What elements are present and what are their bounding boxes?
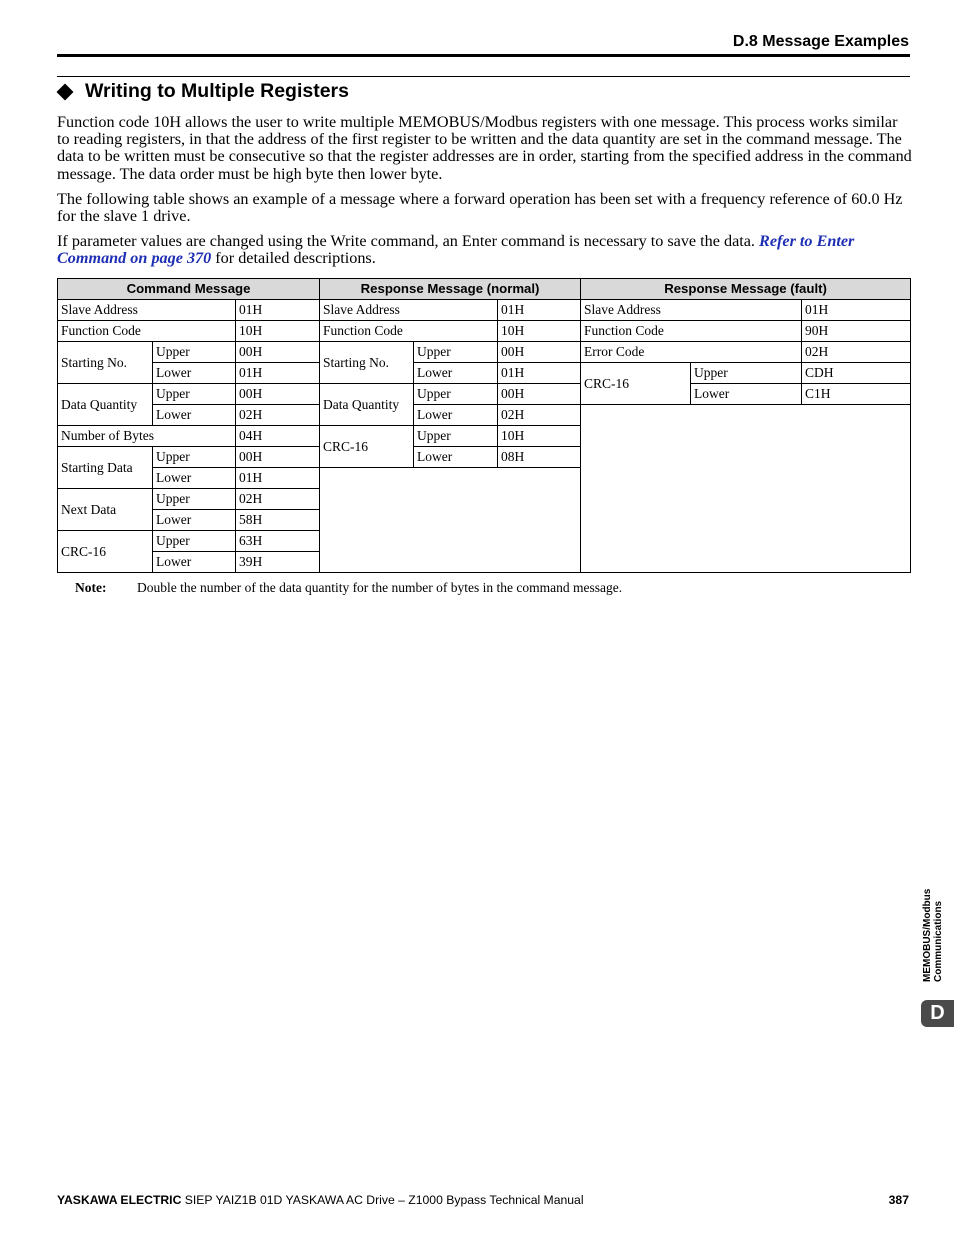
fault-function-code-value: 90H [802, 321, 911, 342]
running-header-title: D.8 Message Examples [732, 33, 909, 50]
cmd-crc16-label: CRC-16 [58, 531, 153, 573]
norm-data-quantity-lower: Lower [414, 405, 498, 426]
footer-manual-title: SIEP YAIZ1B 01D YASKAWA AC Drive – Z1000 Bypass Technical Manual [181, 1193, 584, 1207]
note-label: Note: [75, 580, 107, 595]
paragraph-1: Function code 10H allows the user to write multiple MEMOBUS/Modbus registers with one message. This process works similar to reading registers, in that the address of the first register to be written and the data quantity are set in the command message. The data to be written must be consecutive so that the register addresses are in order, starting from the specified address in the command message. The data order must be high byte then lower byte. [57, 113, 912, 183]
header-command-message: Command Message [58, 279, 320, 300]
cmd-starting-no-label: Starting No. [58, 342, 153, 384]
diamond-bullet-icon [57, 83, 74, 100]
cmd-crc16-upper-value: 63H [236, 531, 320, 552]
fault-crc16-lower-value: C1H [802, 384, 911, 405]
header-rule-thin [57, 76, 910, 77]
norm-crc16-upper: Upper [414, 426, 498, 447]
cmd-slave-address-value: 01H [236, 300, 320, 321]
norm-data-quantity-upper-value: 00H [498, 384, 581, 405]
body-text [57, 114, 913, 276]
cmd-data-quantity-upper: Upper [153, 384, 236, 405]
norm-data-quantity-lower-value: 02H [498, 405, 581, 426]
header-rule-thick [57, 54, 910, 57]
cmd-function-code-value: 10H [236, 321, 320, 342]
chapter-side-label-line2: Communications [933, 900, 944, 982]
cmd-slave-address-label: Slave Address [58, 300, 236, 321]
table-row [58, 363, 911, 384]
norm-crc16-lower-value: 08H [498, 447, 581, 468]
header-response-normal: Response Message (normal) [320, 279, 581, 300]
norm-starting-no-lower-value: 01H [498, 363, 581, 384]
paragraph-3-text-after: for detailed descriptions. [211, 249, 376, 268]
fault-crc16-upper: Upper [691, 363, 802, 384]
cmd-starting-no-lower: Lower [153, 363, 236, 384]
section-heading [57, 80, 349, 103]
header-response-fault: Response Message (fault) [581, 279, 911, 300]
cmd-data-quantity-label: Data Quantity [58, 384, 153, 426]
cmd-starting-data-lower-value: 01H [236, 468, 320, 489]
note-text: Double the number of the data quantity for the number of bytes in the command message. [137, 580, 623, 595]
norm-slave-address-value: 01H [498, 300, 581, 321]
cmd-data-quantity-lower-value: 02H [236, 405, 320, 426]
norm-function-code-label: Function Code [320, 321, 498, 342]
cmd-data-quantity-lower: Lower [153, 405, 236, 426]
table-row [58, 300, 911, 321]
table-row [58, 321, 911, 342]
cmd-starting-data-lower: Lower [153, 468, 236, 489]
paragraph-2: The following table shows an example of a message where a forward operation has been set with a frequency reference of 60.0 Hz for the slave 1 drive. [57, 189, 903, 226]
cmd-starting-no-lower-value: 01H [236, 363, 320, 384]
norm-data-quantity-label: Data Quantity [320, 384, 414, 426]
norm-data-quantity-upper: Upper [414, 384, 498, 405]
cmd-crc16-lower-value: 39H [236, 552, 320, 573]
norm-crc16-label: CRC-16 [320, 426, 414, 468]
norm-starting-no-upper-value: 00H [498, 342, 581, 363]
norm-crc16-lower: Lower [414, 447, 498, 468]
table-row [58, 384, 911, 405]
cmd-starting-data-upper-value: 00H [236, 447, 320, 468]
cmd-next-data-upper-value: 02H [236, 489, 320, 510]
footer-brand: YASKAWA ELECTRIC [57, 1193, 182, 1207]
cmd-number-of-bytes-label: Number of Bytes [58, 426, 236, 447]
norm-starting-no-label: Starting No. [320, 342, 414, 384]
paragraph-3-text-before: If parameter values are changed using the Write command, an Enter command is necessary to save the data. [57, 232, 760, 251]
paragraph-3 [57, 233, 913, 267]
cmd-next-data-lower-value: 58H [236, 510, 320, 531]
table-row [58, 342, 911, 363]
norm-function-code-value: 10H [498, 321, 581, 342]
cmd-starting-no-upper-value: 00H [236, 342, 320, 363]
enter-command-link[interactable]: Refer to Enter Command on page 370 [57, 232, 855, 268]
cmd-data-quantity-upper-value: 00H [236, 384, 320, 405]
fault-function-code-label: Function Code [581, 321, 802, 342]
cmd-number-of-bytes-value: 04H [236, 426, 320, 447]
cmd-next-data-lower: Lower [153, 510, 236, 531]
norm-starting-no-lower: Lower [414, 363, 498, 384]
normal-empty-area [320, 468, 581, 573]
cmd-crc16-upper: Upper [153, 531, 236, 552]
fault-crc16-label: CRC-16 [581, 363, 691, 405]
norm-starting-no-upper: Upper [414, 342, 498, 363]
norm-slave-address-label: Slave Address [320, 300, 498, 321]
norm-crc16-upper-value: 10H [498, 426, 581, 447]
fault-slave-address-label: Slave Address [581, 300, 802, 321]
cmd-next-data-label: Next Data [58, 489, 153, 531]
chapter-side-label [922, 888, 954, 982]
fault-crc16-lower: Lower [691, 384, 802, 405]
chapter-tab: D [921, 1000, 954, 1027]
fault-error-code-value: 02H [802, 342, 911, 363]
fault-error-code-label: Error Code [581, 342, 802, 363]
cmd-crc16-lower: Lower [153, 552, 236, 573]
cmd-next-data-upper: Upper [153, 489, 236, 510]
footer-page-number: 387 [888, 1193, 909, 1207]
fault-slave-address-value: 01H [802, 300, 911, 321]
cmd-starting-data-label: Starting Data [58, 447, 153, 489]
cmd-function-code-label: Function Code [58, 321, 236, 342]
cmd-starting-no-upper: Upper [153, 342, 236, 363]
section-heading-text: Writing to Multiple Registers [85, 80, 349, 102]
chapter-side-label-line1: MEMOBUS/Modbus [922, 888, 933, 982]
cmd-starting-data-upper: Upper [153, 447, 236, 468]
table-row [58, 405, 911, 426]
fault-empty-area [581, 405, 911, 573]
footer-manual-info [57, 1193, 584, 1207]
fault-crc16-upper-value: CDH [802, 363, 911, 384]
message-table [57, 278, 911, 573]
table-note [75, 580, 622, 596]
